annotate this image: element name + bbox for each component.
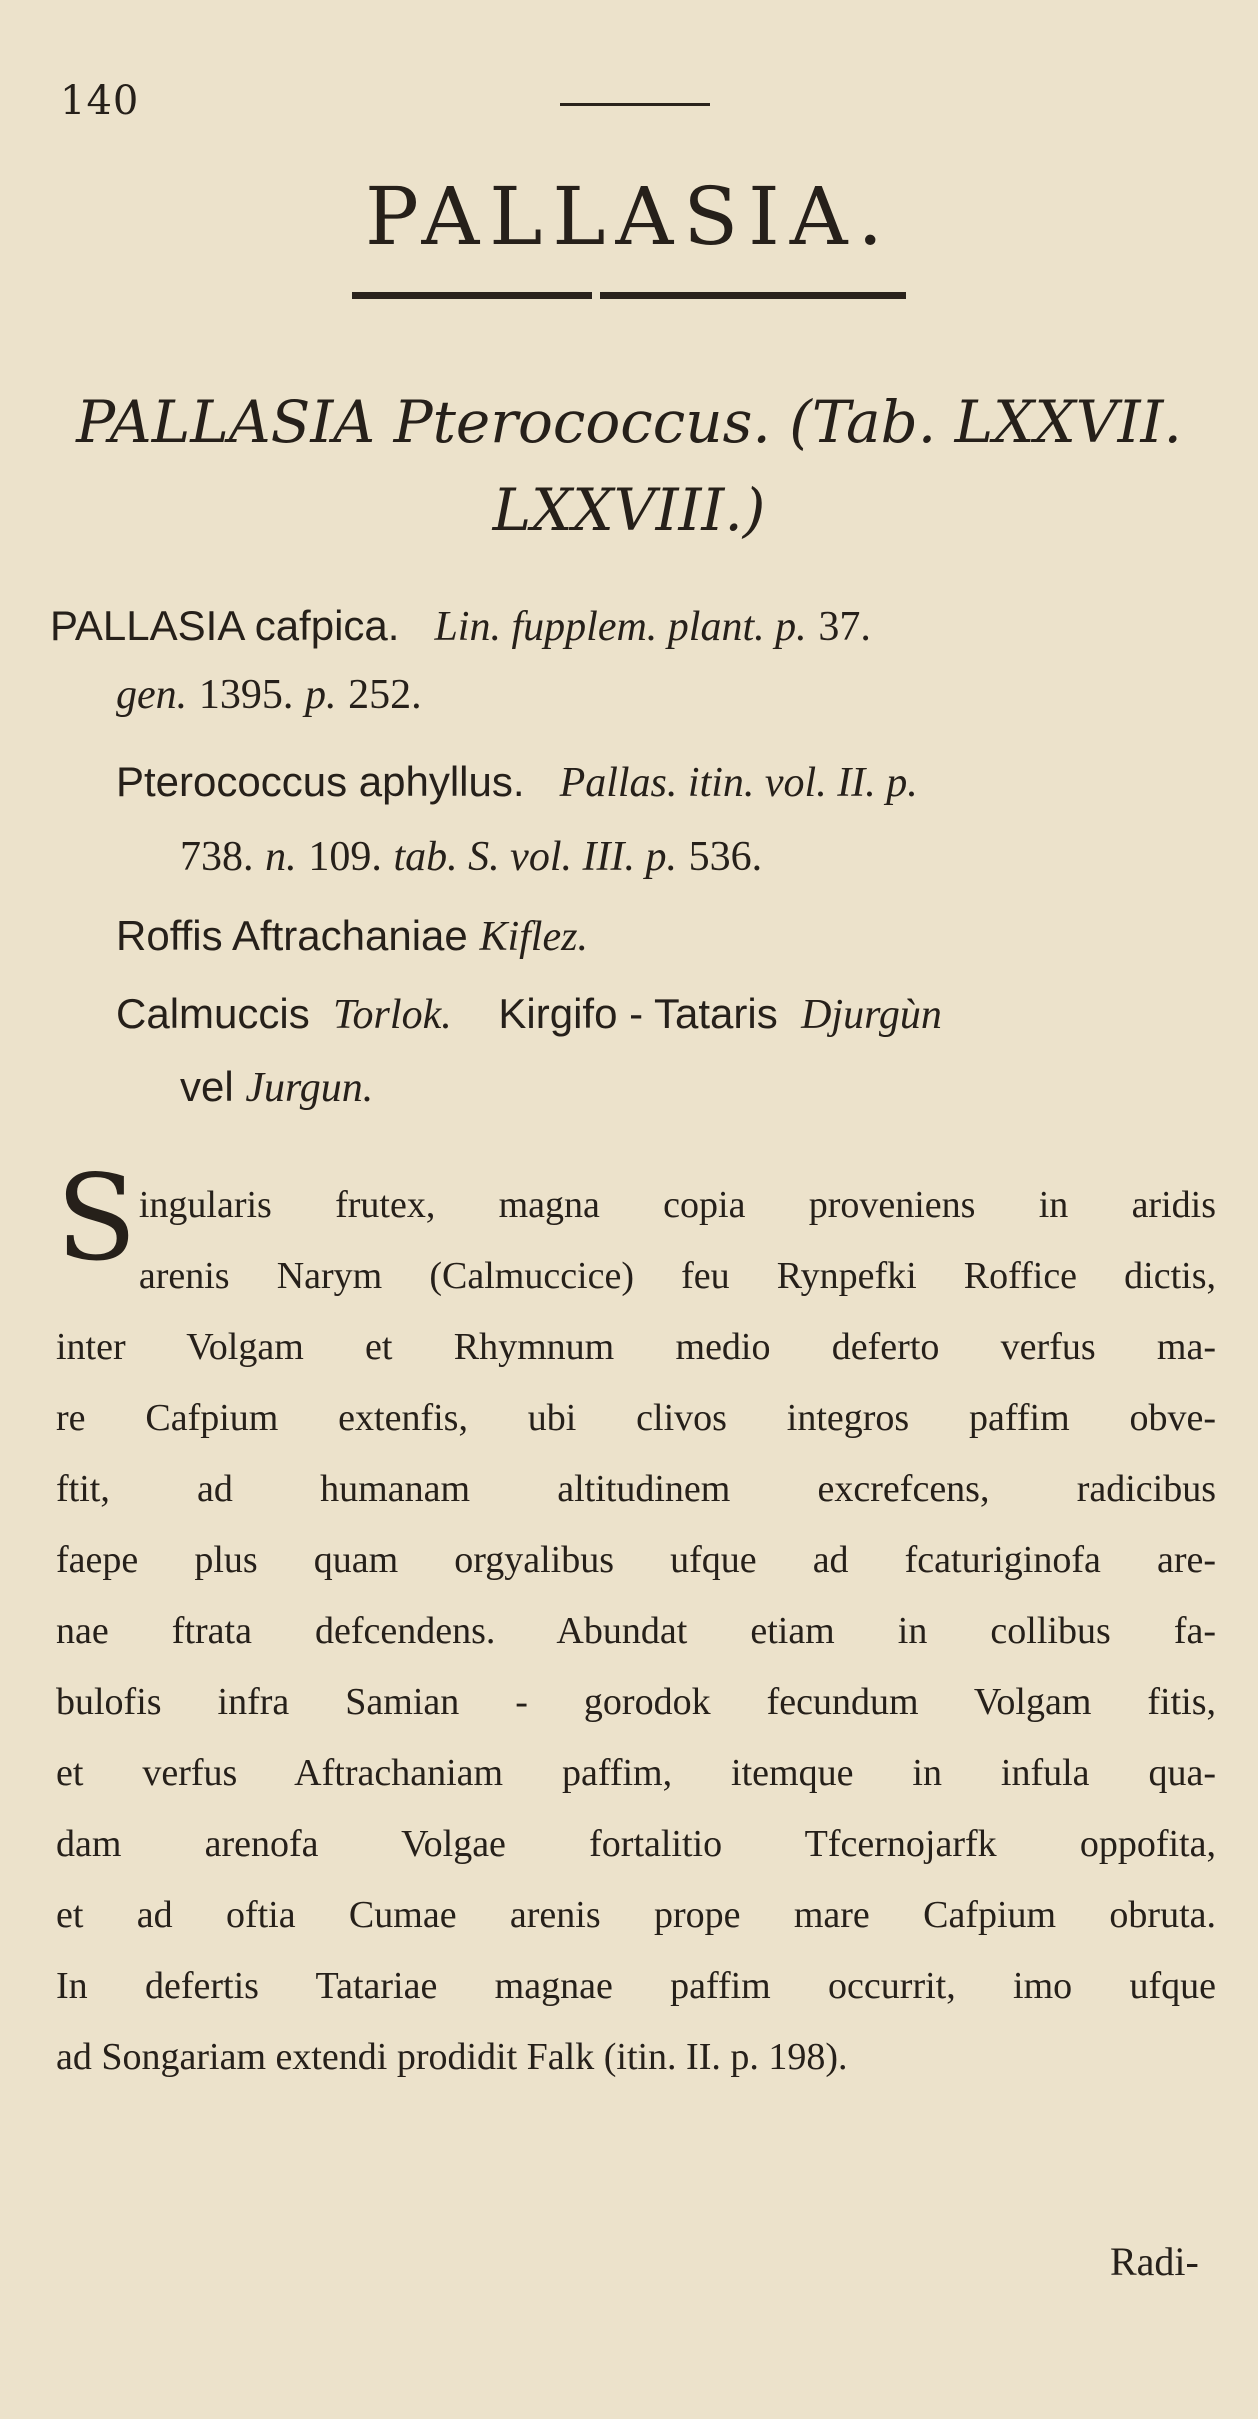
species-heading-line2: LXXVIII.) [492,476,766,544]
synonym-line-4 [116,990,1258,1039]
vernacular-name: Djurgùn [801,992,942,1038]
header-rule [560,103,710,106]
drop-cap: S [56,1149,137,1287]
synonym-page: 252. [348,672,422,718]
vernacular-name: Torlok. [333,992,452,1038]
page-number: 140 [60,78,140,124]
synonym-line-2b [180,832,1258,881]
vernacular-context: vel [180,1063,234,1110]
synonym-number: 1395. [198,672,294,718]
paragraph-line: nae ftrata defcendens. Abundat etiam in collibus fa- [56,1610,1216,1652]
synonym-reference: tab. S. vol. III. p. [393,834,677,880]
synonym-line-1b [116,670,1258,719]
synonym-reference: Pallas. itin. vol. II. p. [559,760,918,806]
paragraph-line: ad Songariam extendi prodidit Falk (itin. II. p. 198). [56,2036,848,2078]
synonym-number: 109. [308,834,382,880]
page-title: PALLASIA. [365,170,893,263]
paragraph-line: In defertis Tatariae magnae paffim occurrit, imo ufque [56,1965,1216,2007]
synonym-page: 738. [180,834,254,880]
paragraph-line: et verfus Aftrachaniam paffim, itemque in infula qua- [56,1752,1216,1794]
synonym-name: PALLASIA cafpica. [50,602,400,649]
paragraph-line: et ad oftia Cumae arenis prope mare Cafpium obruta. [56,1894,1216,1936]
vernacular-context: Roffis Aftrachaniae [116,912,468,959]
synonym-line-5 [180,1063,1258,1112]
title-rule-left [352,292,592,299]
paragraph-line: re Cafpium extenfis, ubi clivos integros paffim obve- [56,1397,1216,1439]
paragraph-line: ftit, ad humanam altitudinem excrefcens, radicibus [56,1468,1216,1510]
synonym-page: 37. [818,604,871,650]
synonym-reference: Lin. fupplem. plant. p. [434,604,807,650]
synonym-reference: p. [305,672,337,718]
paragraph-line: inter Volgam et Rhymnum medio deferto verfus ma- [56,1326,1216,1368]
synonym-name: Pterococcus aphyllus. [116,758,525,805]
paragraph-line: dam arenofa Volgae fortalitio Tfcernojarfk oppofita, [56,1823,1216,1865]
paragraph-line: arenis Narym (Calmuccice) feu Rynpefki Roffice dictis, [138,1255,1216,1297]
vernacular-name: Jurgun. [245,1065,374,1111]
species-heading-line1: PALLASIA Pterococcus. (Tab. LXXVII. [76,388,1182,456]
paragraph-line: faepe plus quam orgyalibus ufque ad fcaturiginofa are- [56,1539,1216,1581]
synonym-line-1 [50,602,1230,651]
vernacular-context: Calmuccis [116,990,310,1037]
paragraph-line: ingularis frutex, magna copia proveniens in aridis [138,1184,1216,1226]
synonym-page: 536. [688,834,763,880]
species-heading [0,378,1258,554]
title-rule-right [600,292,906,299]
vernacular-name: Kiflez. [479,914,588,960]
body-paragraph [56,1149,1216,2093]
synonym-line-2 [116,758,1258,807]
vernacular-context: Kirgifo - Tataris [498,990,778,1037]
catchword: Radi- [1110,2239,1199,2284]
synonym-reference: n. [265,834,297,880]
synonym-line-3 [116,912,1258,961]
synonym-reference: gen. [116,672,188,718]
paragraph-line: bulofis infra Samian - gorodok fecundum Volgam fitis, [56,1681,1216,1723]
